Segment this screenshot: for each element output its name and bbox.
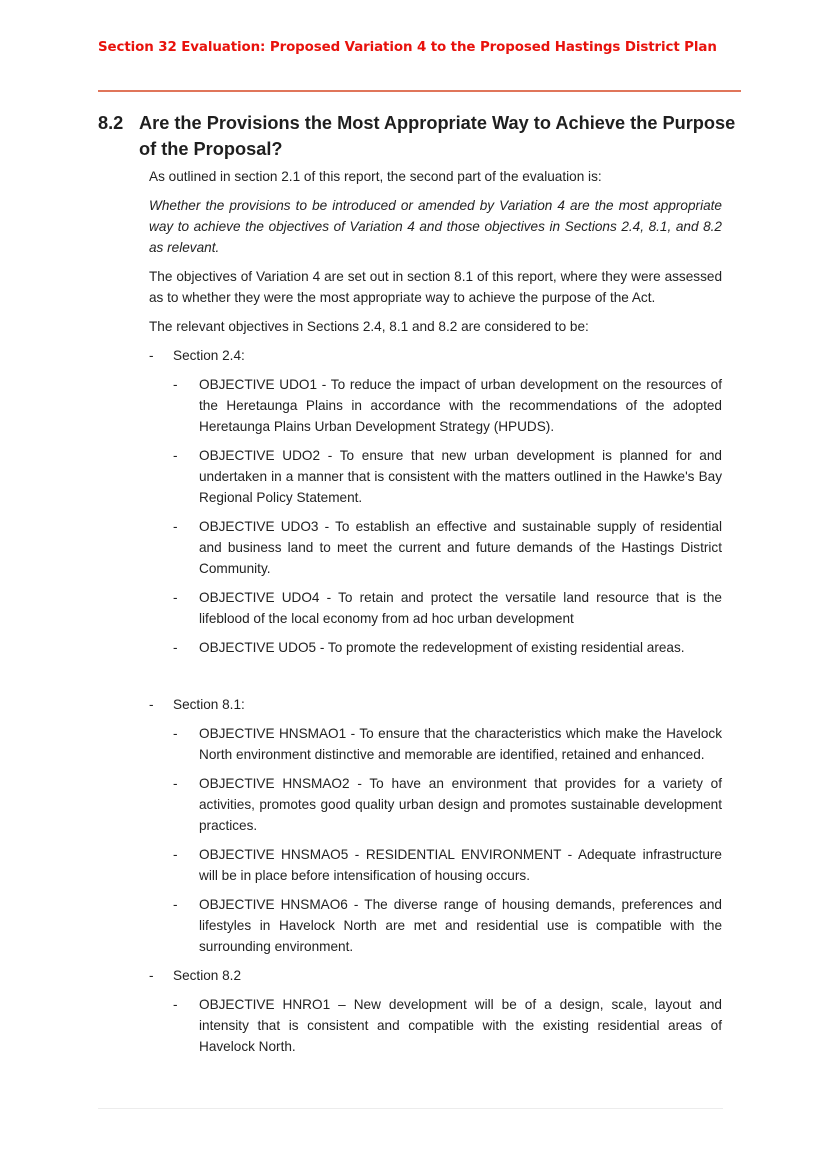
- objective-item: - OBJECTIVE HNSMAO1 - To ensure that the characteristics which make the Havelock North environment distinctive and memorable are identified, retained and enhanced.: [173, 723, 722, 765]
- footer-divider: [98, 1108, 723, 1109]
- objective-item: - OBJECTIVE UDO1 - To reduce the impact of urban development on the resources of the Heretaunga Plains in accordance with the recommendations of the adopted Heretaunga Plains Urban Development Strategy (HPUDS).: [173, 374, 722, 437]
- bullet-dash: -: [173, 640, 178, 655]
- objective-item: - OBJECTIVE UDO4 - To retain and protect the versatile land resource that is the lifeblood of the local economy from ad hoc urban development: [173, 587, 722, 629]
- spacer: [149, 666, 722, 694]
- bullet-dash: -: [173, 726, 178, 741]
- section-number: 8.2: [98, 113, 124, 133]
- bullet-dash: -: [173, 590, 178, 605]
- intro-paragraph: As outlined in section 2.1 of this report, the second part of the evaluation is:: [149, 169, 602, 184]
- evaluation-quote: Whether the provisions to be introduced or amended by Variation 4 are the most appropriate way to achieve the objectives of Variation 4 and those objectives in Sections 2.4, 8.1, and 8.2 as relevant.: [149, 198, 722, 255]
- bullet-dash: -: [173, 448, 178, 463]
- section-heading: [98, 110, 748, 162]
- bullet-dash: -: [173, 997, 178, 1012]
- objective-item: - OBJECTIVE UDO5 - To promote the redevelopment of existing residential areas.: [173, 637, 722, 658]
- objective-item: - OBJECTIVE HNSMAO5 - RESIDENTIAL ENVIRONMENT - Adequate infrastructure will be in place before intensification of housing occurs.: [173, 844, 722, 886]
- bullet-dash: -: [173, 377, 178, 392]
- relevant-objectives-paragraph: The relevant objectives in Sections 2.4, 8.1 and 8.2 are considered to be:: [149, 319, 589, 334]
- objective-item: - OBJECTIVE HNRO1 – New development will be of a design, scale, layout and intensity that is consistent and compatible with the existing residential areas of Havelock North.: [173, 994, 722, 1057]
- page-header-title: Section 32 Evaluation: Proposed Variation 4 to the Proposed Hastings District Plan: [98, 40, 717, 55]
- header-divider: [98, 90, 741, 92]
- section-body: [149, 166, 722, 1065]
- bullet-dash: -: [173, 897, 178, 912]
- objective-item: - OBJECTIVE UDO2 - To ensure that new urban development is planned for and undertaken in a manner that is consistent with the matters outlined in the Hawke's Bay Regional Policy Statement.: [173, 445, 722, 508]
- group-section-8-1-label: - Section 8.1:: [149, 694, 722, 715]
- bullet-dash: -: [173, 847, 178, 862]
- bullet-dash: -: [149, 697, 154, 712]
- objective-item: - OBJECTIVE HNSMAO6 - The diverse range of housing demands, preferences and lifestyles in Havelock North are met and residential use is compatible with the surrounding environment.: [173, 894, 722, 957]
- bullet-dash: -: [173, 776, 178, 791]
- bullet-dash: -: [149, 968, 154, 983]
- objective-item: - OBJECTIVE HNSMAO2 - To have an environment that provides for a variety of activities, promotes good quality urban design and promotes sustainable development practices.: [173, 773, 722, 836]
- section-title: Are the Provisions the Most Appropriate Way to Achieve the Purpose of the Proposal?: [139, 113, 736, 159]
- group-section-2-4-label: - Section 2.4:: [149, 345, 722, 366]
- objectives-paragraph: The objectives of Variation 4 are set out in section 8.1 of this report, where they were assessed as to whether they were the most appropriate way to achieve the purpose of the Act.: [149, 269, 722, 305]
- bullet-dash: -: [149, 348, 154, 363]
- bullet-dash: -: [173, 519, 178, 534]
- group-section-8-2-label: - Section 8.2: [149, 965, 722, 986]
- objective-item: - OBJECTIVE UDO3 - To establish an effective and sustainable supply of residential and business land to meet the current and future demands of the Hastings District Community.: [173, 516, 722, 579]
